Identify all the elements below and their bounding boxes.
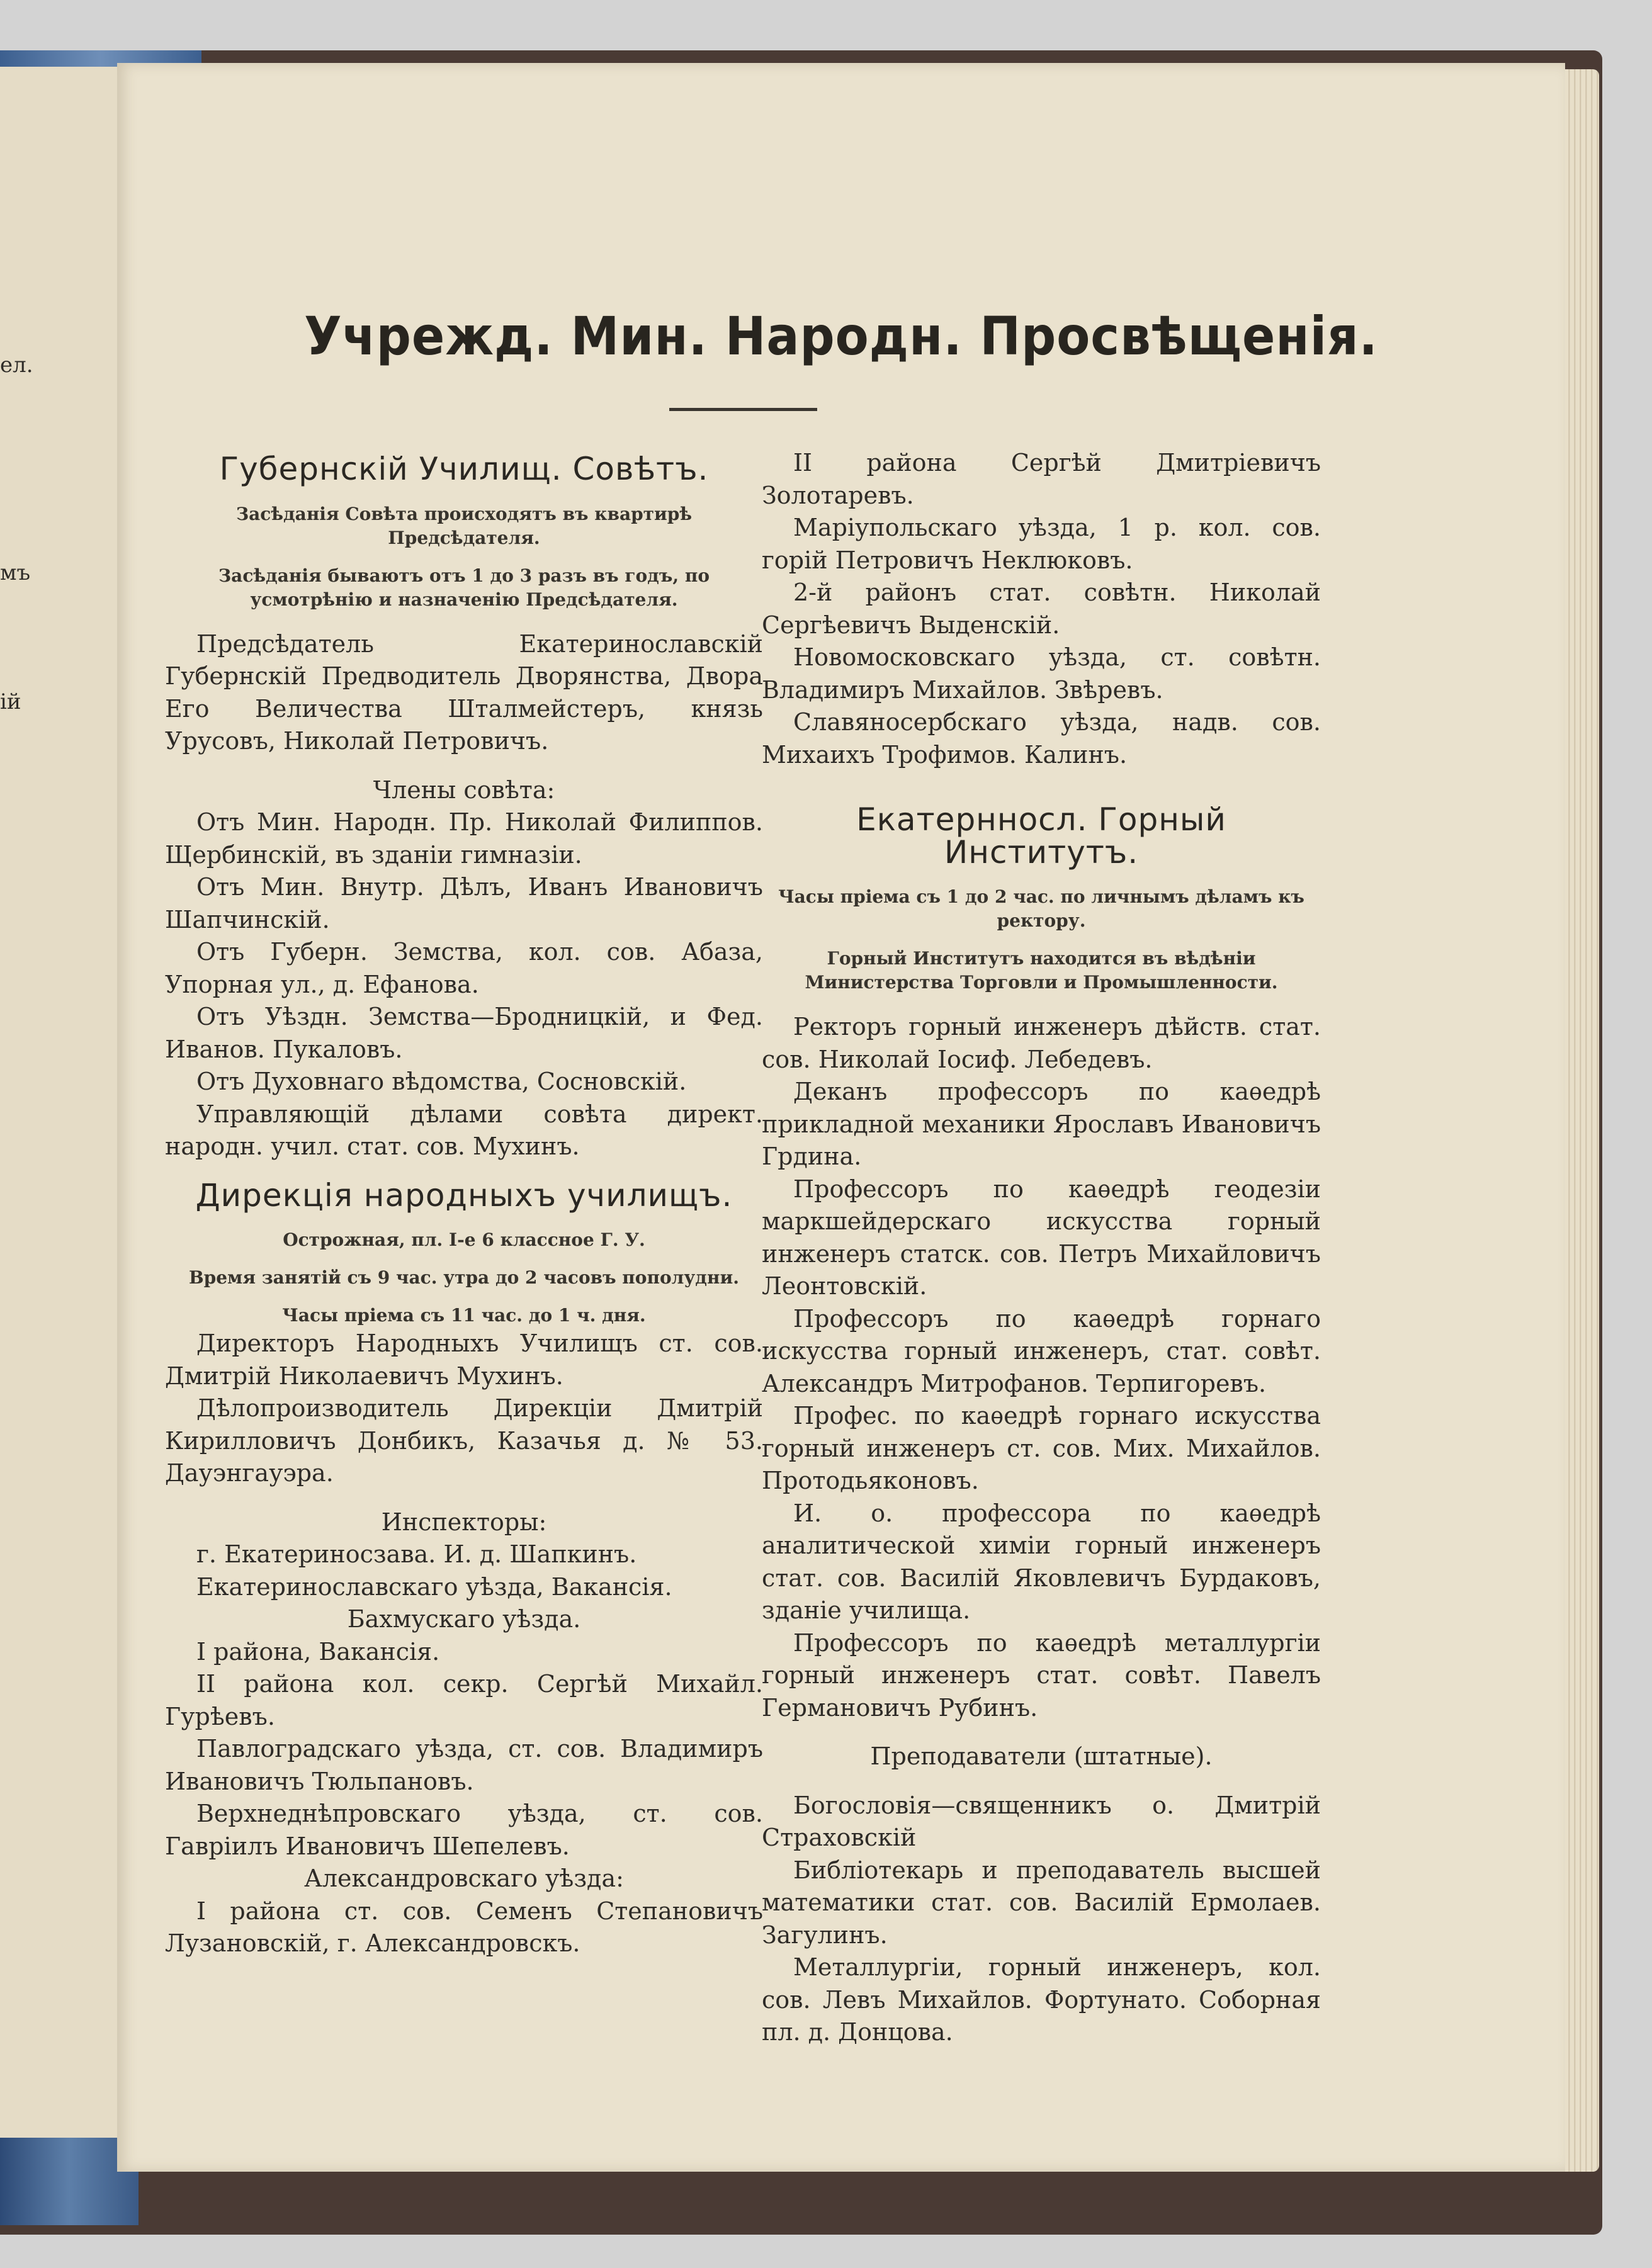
paragraph: Металлургіи, горный инженеръ, кол. сов. Левъ Михайлов. Фортунато. Соборная пл. д. Донцова. (762, 1953, 1321, 2046)
subheading: Инспекторы: (381, 1508, 547, 1536)
subheading: Члены совѣта: (373, 776, 555, 804)
subheading: Преподаватели (штатные). (870, 1742, 1213, 1770)
left-page-text: мъ (0, 560, 31, 585)
paragraph: Профессоръ по каѳедрѣ горнаго искусства горный инженеръ, стат. совѣт. Александръ Митрофанов. Терпигоревъ. (762, 1304, 1321, 1397)
paragraph: II района кол. секр. Сергѣй Михайл. Гурѣевъ. (165, 1670, 763, 1730)
section-note: Засѣданія Совѣта происходятъ въ квартирѣ Предсѣдателя. (235, 503, 693, 548)
paragraph: Отъ Мин. Внутр. Дѣлъ, Иванъ Ивановичъ Шапчинскій. (165, 873, 763, 934)
section-heading: Екатернносл. Горный Институтъ. (856, 801, 1226, 871)
paragraph: Новомосковскаго уѣзда, ст. совѣтн. Владимиръ Михайлов. Звѣревъ. (762, 643, 1321, 704)
paragraph: Богословія—священникъ о. Дмитрій Страховскій (762, 1791, 1321, 1851)
paragraph: II района Сергѣй Дмитріевичъ Золотаревъ. (762, 449, 1321, 509)
paragraph: Отъ Духовнаго вѣдомства, Сосновскій. (196, 1068, 687, 1095)
paragraph: Библіотекарь и преподаватель высшей математики стат. сов. Василій Ермолаев. Загулинъ. (762, 1856, 1321, 1949)
paragraph: 2-й районъ стат. совѣтн. Николай Сергѣевичъ Выденскій. (762, 578, 1321, 639)
title-rule (669, 408, 817, 411)
paragraph: Отъ Губерн. Земства, кол. сов. Абаза, Упорная ул., д. Ефанова. (165, 938, 763, 998)
section-heading: Губернскій Училищ. Совѣтъ. (219, 451, 709, 487)
paragraph: Директоръ Народныхъ Училищъ ст. сов. Дмитрій Николаевичъ Мухинъ. (165, 1329, 763, 1390)
paragraph: Павлоградскаго уѣзда, ст. сов. Владимиръ Ивановичъ Тюльпановъ. (165, 1735, 763, 1795)
paragraph: I района, Вакансія. (196, 1637, 440, 1666)
section-note: Горный Институтъ находится въ вѣдѣніи Министерства Торговли и Промышленности. (805, 948, 1278, 993)
paragraph: Профессоръ по каѳедрѣ металлургіи горный инженеръ стат. совѣт. Павелъ Германовичъ Рубинъ. (762, 1628, 1321, 1722)
section-note: Время занятій съ 9 час. утра до 2 часовъ пополудни. (189, 1267, 739, 1288)
paragraph: И. о. профессора по каѳедрѣ аналитической химіи горный инженеръ стат. сов. Василій Яковлевичъ Бурдаковъ, зданіе училища. (762, 1499, 1321, 1624)
left-page-text: ел. (0, 353, 33, 378)
paragraph: Бахмускаго уѣзда. (347, 1605, 581, 1633)
right-column (762, 447, 1321, 2049)
paragraph: Профес. по каѳедрѣ горнаго искусства горный инженеръ ст. сов. Мих. Михайлов. Протодьяконовъ. (762, 1402, 1321, 1494)
section-heading: Дирекція народныхъ училищъ. (195, 1176, 733, 1214)
left-column (165, 447, 763, 1960)
paragraph: Верхнеднѣпровскаго уѣзда, ст. сов. Гавріилъ Ивановичъ Шепелевъ. (165, 1800, 763, 1860)
section-note: Часы пріема съ 11 час. до 1 ч. дня. (282, 1305, 646, 1326)
section-note: Часы пріема съ 1 до 2 час. по личнымъ дѣламъ къ ректору. (778, 886, 1304, 931)
paragraph: I района ст. сов. Семенъ Степановичъ Лузановскій, г. Александровскъ. (165, 1897, 763, 1957)
paragraph: Маріупольскаго уѣзда, 1 р. кол. сов. горій Петровичъ Неклюковъ. (762, 514, 1321, 574)
paragraph: г. Екатериносзава. И. д. Шапкинъ. (196, 1540, 637, 1568)
section-note: Острожная, пл. I-е 6 классное Г. У. (283, 1229, 645, 1250)
left-page-text: ій (0, 689, 21, 714)
paragraph: Славяносербскаго уѣзда, надв. сов. Михаихъ Трофимов. Калинъ. (762, 708, 1321, 769)
section-note: Засѣданія бываютъ отъ 1 до 3 разъ въ годъ, по усмотрѣнію и назначенію Предсѣдателя. (218, 565, 710, 610)
page-title: Учрежд. Мин. Народн. Просвѣщенія. (304, 305, 1378, 367)
paragraph: Предсѣдатель Екатеринославскій Губернскій Предводитель Дворянства, Двора Его Величества Шталмейстеръ, князь Урусовъ, Николай Петровичъ. (165, 629, 763, 755)
paragraph: Отъ Мин. Народн. Пр. Николай Филиппов. Щербинскій, въ зданіи гимназіи. (165, 808, 763, 869)
paragraph: Дѣлопроизводитель Дирекціи Дмитрій Кирилловичъ Донбикъ, Казачья д. № 53. Дауэнгауэра. (165, 1394, 763, 1487)
paragraph: Александровскаго уѣзда: (304, 1865, 624, 1892)
paragraph: Екатеринославскаго уѣзда, Вакансія. (196, 1572, 672, 1601)
paragraph: Деканъ профессоръ по каѳедрѣ прикладной механики Ярославъ Ивановичъ Грдина. (762, 1078, 1321, 1170)
paragraph: Отъ Уѣздн. Земства—Бродницкій, и Фед. Иванов. Пукаловъ. (165, 1003, 763, 1063)
paragraph: Управляющій дѣлами совѣта директ. народн. учил. стат. сов. Мухинъ. (165, 1100, 763, 1160)
paragraph: Ректоръ горный инженеръ дѣйств. стат. сов. Николай Іосиф. Лебедевъ. (762, 1013, 1321, 1073)
paragraph: Профессоръ по каѳедрѣ геодезіи маркшейдерскаго искусства горный инженеръ статск. сов. Петръ Михайловичъ Леонтовскій. (762, 1175, 1321, 1300)
